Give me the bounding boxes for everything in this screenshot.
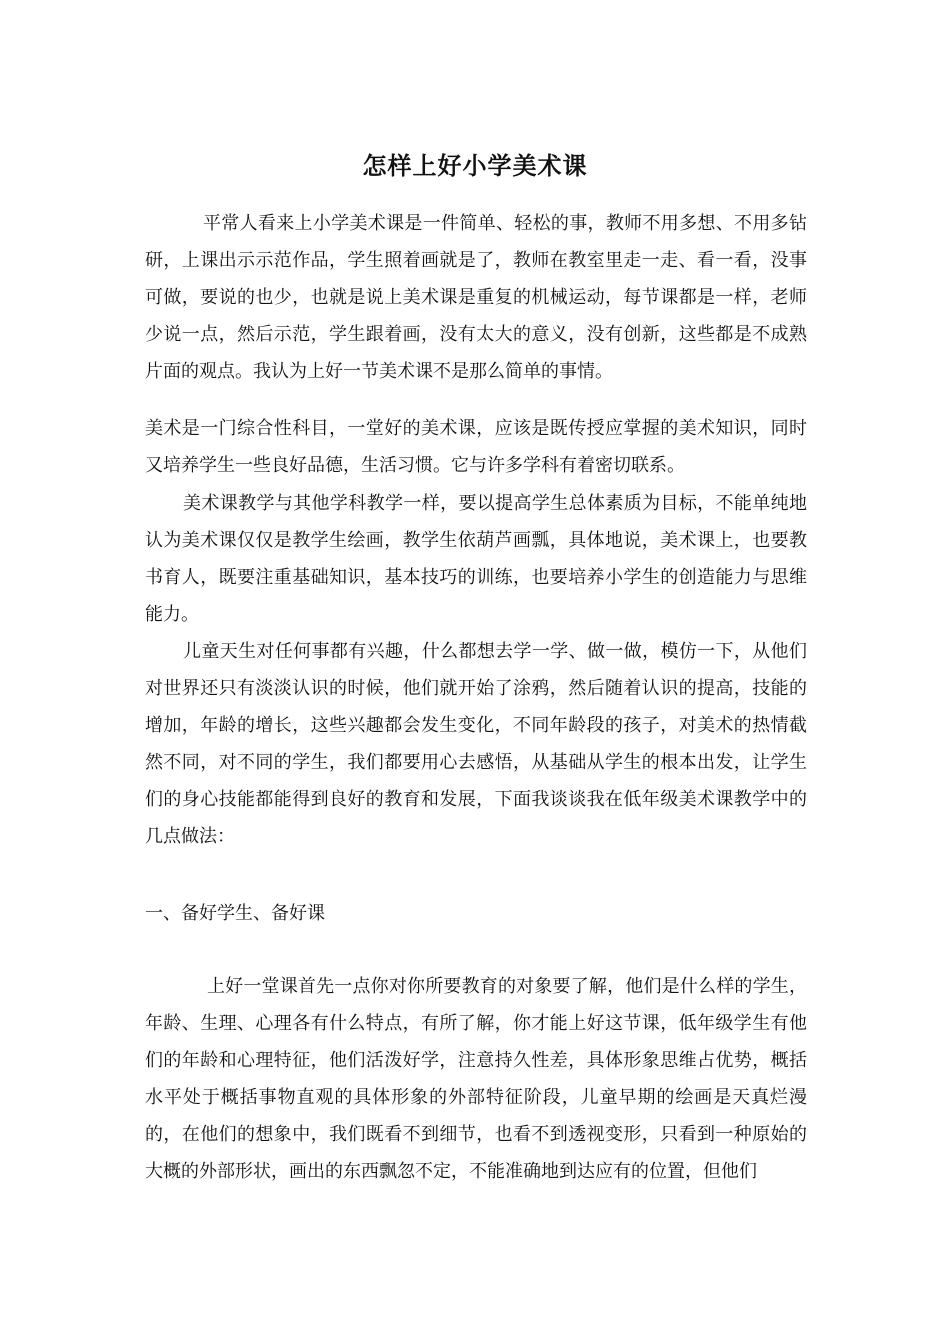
- paragraph-teaching-goals: 美术课教学与其他学科教学一样，要以提高学生总体素质为目标，不能单纯地认为美术课仅仅是教学生绘画，教学生依葫芦画瓢，具体地说，美术课上，也要教书育人，既要注重基础知识，基本技巧的训练，也要培养小学生的创造能力与思维能力。: [145, 493, 807, 625]
- section-heading: 一、备好学生、备好课: [145, 903, 325, 924]
- paragraph-comprehensive-subject: 美术是一门综合性科目，一堂好的美术课，应该是既传授应掌握的美术知识，同时又培养学生一些良好品德，生活习惯。它与许多学科有着密切联系。: [145, 418, 807, 476]
- paragraph-section-body: 上好一堂课首先一点你对你所要教育的对象要了解，他们是什么样的学生，年龄、生理、心理各有什么特点，有所了解，你才能上好这节课，低年级学生有他们的年龄和心理特征，他们活泼好学，注意持久性差，具体形象思维占优势，概括水平处于概括事物直观的具体形象的外部特征阶段，儿童早期的绘画是天真烂漫的，在他们的想象中，我们既看不到细节，也看不到透视变形，只看到一种原始的大概的外部形状，画出的东西飘忽不定，不能准确地到达应有的位置，但他们: [145, 976, 807, 1182]
- paragraph-children-interest: 儿童天生对任何事都有兴趣，什么都想去学一学、做一做，模仿一下，从他们对世界还只有淡淡认识的时候，他们就开始了涂鸦，然后随着认识的提高，技能的增加，年龄的增长，这些兴趣都会发生变化，不同年龄段的孩子，对美术的热情截然不同，对不同的学生，我们都要用心去感悟，从基础从学生的根本出发，让学生们的身心技能都能得到良好的教育和发展，下面我谈谈我在低年级美术课教学中的几点做法：: [145, 641, 807, 847]
- document-title: 怎样上好小学美术课: [362, 151, 588, 181]
- paragraph-intro: 平常人看来上小学美术课是一件简单、轻松的事，教师不用多想、不用多钻研，上课出示示范作品，学生照着画就是了，教师在教室里走一走、看一看，没事可做，要说的也少，也就是说上美术课是重复的机械运动，每节课都是一样，老师少说一点，然后示范，学生跟着画，没有太大的意义，没有创新，这些都是不成熟片面的观点。我认为上好一节美术课不是那么简单的事情。: [145, 213, 807, 382]
